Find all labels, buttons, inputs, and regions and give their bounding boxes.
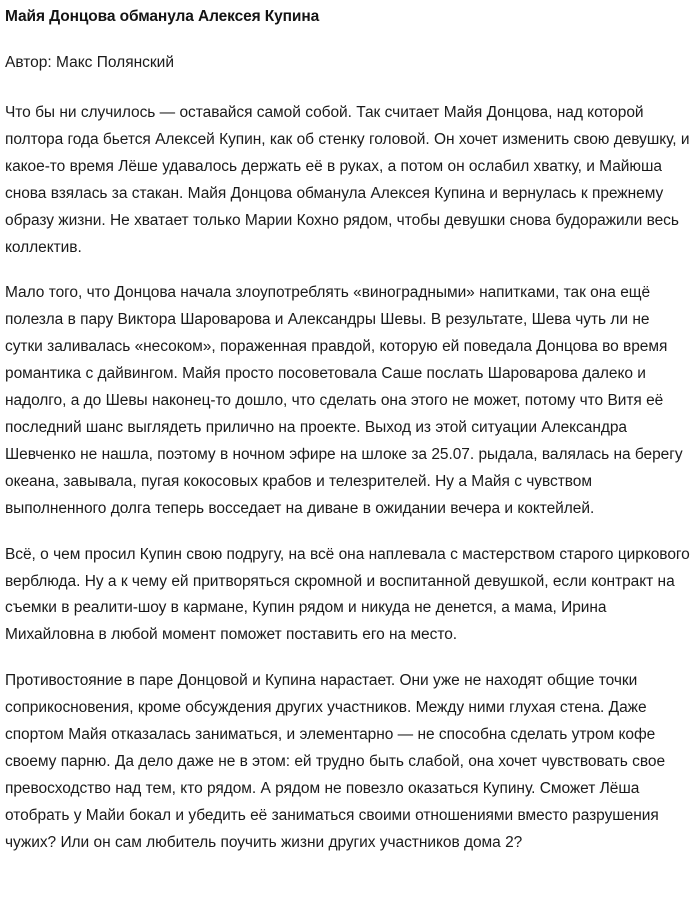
article-paragraph: Противостояние в паре Донцовой и Купина нарастает. Они уже не находят общие точки соприкосновения, кроме обсуждения других участников. Между ними глухая стена. Даже спортом Майя отказалась заниматься, и элементарно — не способна сделать утром кофе своему парню. Да дело даже не в этом: ей трудно быть слабой, она хочет чувствовать свое превосходство над тем, кто рядом. А рядом не повезло оказаться Купину. Сможет Лёша отобрать у Майи бокал и убедить её заниматься своими отношениями вместо разрушения чужих? Или он сам любитель поучить жизни других участников дома 2?: [5, 672, 666, 851]
article-byline: Автор: Макс Полянский: [5, 54, 174, 71]
article-title: Майя Донцова обманула Алексея Купина: [5, 8, 320, 25]
article-paragraph: Всё, о чем просил Купин свою подругу, на всё она наплевала с мастерством старого циркового верблюда. Ну а к чему ей притворяться скромной и воспитанной девушкой, если контракт на съемки в реалити-шоу в кармане, Купин рядом и никуда не денется, а мама, Ирина Михайловна в любой момент поможет поставить его на место.: [5, 545, 690, 644]
article-paragraph: Что бы ни случилось — оставайся самой собой. Так считает Майя Донцова, над которой полтора года бьется Алексей Купин, как об стенку головой. Он хочет изменить свою девушку, и какое-то время Лёше удавалось держать её в руках, а потом он ослабил хватку, и Майюша снова взялась за стакан. Майя Донцова обманула Алексея Купина и вернулась к прежнему образу жизни. Не хватает только Марии Кохно рядом, чтобы девушки снова будоражили весь коллектив.: [5, 104, 690, 256]
article-paragraph: Мало того, что Донцова начала злоупотреблять «виноградными» напитками, так она ещё полезла в пару Виктора Шароварова и Александры Шевы. В результате, Шева чуть ли не сутки заливалась «несоком», пораженная правдой, которую ей поведала Донцова во время романтика с дайвингом. Майя просто посоветовала Саше послать Шароварова далеко и надолго, а до Шевы наконец-то дошло, что сделать она этого не может, потому что Витя её последний шанс выглядеть прилично на проекте. Выход из этой ситуации Александра Шевченко не нашла, поэтому в ночном эфире на шлоке за 25.07. рыдала, валялась на берегу океана, завывала, пугая кокосовых крабов и телезрителей. Ну а Майя с чувством выполненного долга теперь восседает на диване в ожидании вечера и коктейлей.: [5, 284, 683, 517]
article-body: [5, 100, 690, 857]
